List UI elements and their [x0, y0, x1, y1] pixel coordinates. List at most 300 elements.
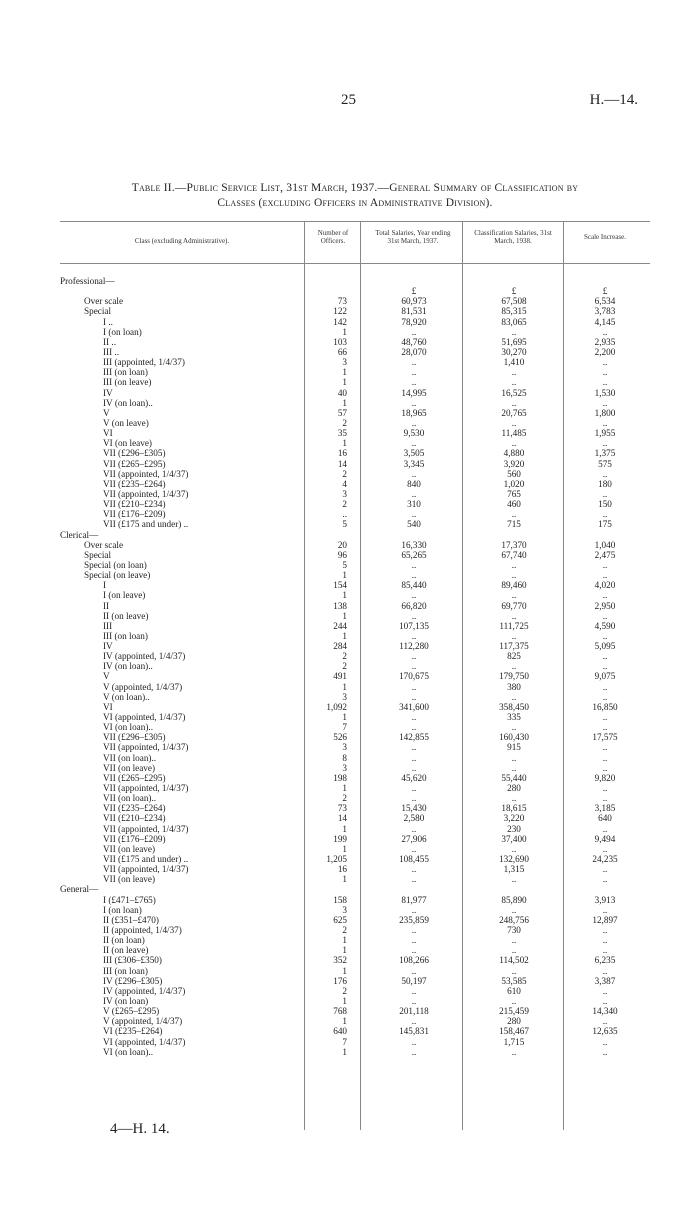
- total-salaries: 15,430: [401, 803, 427, 814]
- row-label: III (appointed, 1/4/37): [103, 357, 185, 368]
- officers-count: 2: [342, 793, 347, 804]
- total-salaries: ..: [411, 904, 417, 915]
- officers-count: 1: [342, 590, 347, 601]
- row-label: VI (appointed, 1/4/37): [103, 712, 186, 723]
- officers-count: 1,205: [326, 854, 347, 865]
- total-salaries: ..: [411, 691, 417, 702]
- total-salaries: 16,330: [401, 539, 427, 550]
- officers-count: 2: [342, 499, 347, 510]
- row-label: III (£306–£350): [103, 955, 162, 966]
- officers-count: 1: [342, 681, 347, 692]
- total-salaries: ..: [411, 722, 417, 733]
- classification-salaries: £: [511, 286, 517, 297]
- classification-salaries: 55,440: [501, 772, 527, 783]
- total-salaries: ..: [411, 742, 417, 753]
- scale-increase: 2,475: [594, 549, 616, 560]
- scale-increase: ..: [602, 843, 608, 854]
- total-salaries: ..: [411, 793, 417, 804]
- row-label: I (on loan): [103, 326, 142, 337]
- scale-increase: 1,530: [594, 387, 616, 398]
- total-salaries: ..: [411, 488, 417, 499]
- scale-increase: 4,020: [594, 580, 616, 591]
- total-salaries: ..: [411, 438, 417, 449]
- total-salaries: ..: [411, 630, 417, 641]
- officers-count: 640: [333, 1026, 347, 1037]
- table-row: [60, 854, 650, 864]
- table-row: [60, 438, 650, 448]
- officers-count: 491: [333, 671, 347, 682]
- table-row: [60, 844, 650, 854]
- row-label: IV (on loan)..: [103, 661, 153, 672]
- classification-salaries: ..: [511, 570, 517, 581]
- classification-salaries: 114,502: [499, 955, 529, 966]
- table-top-rule: [60, 221, 650, 222]
- total-salaries: ..: [411, 559, 417, 570]
- scale-increase: ..: [602, 377, 608, 388]
- header-bottom-rule: [60, 263, 650, 264]
- classification-salaries: 89,460: [501, 580, 527, 591]
- header-total-salaries: Total Salaries, Year ending 31st March, 1937.: [375, 229, 451, 245]
- page-reference: H.—14.: [589, 92, 638, 108]
- row-label: III (on loan): [103, 965, 148, 976]
- total-salaries: ..: [411, 377, 417, 388]
- scale-increase: 3,913: [594, 894, 616, 905]
- classification-salaries: ..: [511, 367, 517, 378]
- table-row: [60, 479, 650, 489]
- officers-count: 1: [342, 935, 347, 946]
- row-label: IV: [103, 641, 113, 652]
- table-row: [60, 388, 650, 398]
- classification-salaries: ..: [511, 377, 517, 388]
- table-row: [60, 499, 650, 509]
- row-label: VII (appointed, 1/4/37): [103, 783, 189, 794]
- row-label: I (on loan): [103, 904, 142, 915]
- classification-salaries: 765: [507, 488, 521, 499]
- total-salaries: ..: [411, 843, 417, 854]
- scale-increase: ..: [602, 570, 608, 581]
- total-salaries: 540: [407, 519, 421, 530]
- classification-salaries: 67,508: [501, 296, 527, 307]
- scale-increase: 4,590: [594, 620, 616, 631]
- table-row: [60, 621, 650, 631]
- scale-increase: 6,235: [594, 955, 616, 966]
- officers-count: 14: [337, 458, 347, 469]
- officers-count: 5: [342, 519, 347, 530]
- scale-increase: 150: [598, 499, 612, 510]
- scale-increase: 12,635: [592, 1026, 618, 1037]
- officers-count: 2: [342, 468, 347, 479]
- row-label: VII (£175 and under) ..: [103, 519, 189, 530]
- officers-count: 3: [342, 762, 347, 773]
- table-row: [60, 925, 650, 935]
- scale-increase: ..: [602, 326, 608, 337]
- table-row: [60, 428, 650, 438]
- officers-count: 1: [342, 712, 347, 723]
- row-label: V (on leave): [103, 417, 149, 428]
- classification-salaries: 4,880: [503, 448, 525, 459]
- total-salaries: ..: [411, 965, 417, 976]
- officers-count: 16: [337, 864, 347, 875]
- total-salaries: £: [411, 286, 417, 297]
- total-salaries: 201,118: [399, 1006, 429, 1017]
- scale-increase: 2,935: [594, 336, 616, 347]
- total-salaries: ..: [411, 935, 417, 946]
- classification-salaries: 51,695: [501, 336, 527, 347]
- total-salaries: ..: [411, 783, 417, 794]
- total-salaries: 28,070: [401, 346, 427, 357]
- row-label: IV (on loan)..: [103, 397, 153, 408]
- total-salaries: 78,920: [401, 316, 427, 327]
- officers-count: 2: [342, 417, 347, 428]
- officers-count: 1: [342, 1046, 347, 1057]
- total-salaries: ..: [411, 610, 417, 621]
- row-label: IV (appointed, 1/4/37): [103, 651, 186, 662]
- officers-count: 2: [342, 651, 347, 662]
- row-label: VI (£235–£264): [103, 1026, 163, 1037]
- classification-salaries: 83,065: [501, 316, 527, 327]
- total-salaries: ..: [411, 1036, 417, 1047]
- row-label: VII (£176–£209): [103, 509, 166, 520]
- row-label: VII (£296–£305): [103, 448, 166, 459]
- scale-increase: ..: [602, 1036, 608, 1047]
- officers-count: 40: [337, 387, 347, 398]
- classification-salaries: 1,020: [503, 478, 525, 489]
- classification-salaries: 215,459: [499, 1006, 529, 1017]
- row-label: Professional—: [60, 276, 115, 286]
- scale-increase: ..: [602, 691, 608, 702]
- total-salaries: ..: [411, 945, 417, 956]
- classification-salaries: ..: [511, 995, 517, 1006]
- scale-increase: ..: [602, 438, 608, 449]
- row-label: VI: [103, 428, 113, 439]
- scale-increase: ..: [602, 793, 608, 804]
- officers-count: 1: [342, 377, 347, 388]
- table-row: [60, 1026, 650, 1036]
- officers-count: 2: [342, 985, 347, 996]
- table-row: [60, 286, 650, 296]
- row-label: I (£471–£765): [103, 894, 156, 905]
- classification-salaries: 111,725: [499, 620, 529, 631]
- scale-increase: ..: [602, 590, 608, 601]
- classification-salaries: ..: [511, 793, 517, 804]
- total-salaries: ..: [411, 661, 417, 672]
- row-label: V (appointed, 1/4/37): [103, 681, 183, 692]
- total-salaries: ..: [411, 762, 417, 773]
- table-row: [60, 590, 650, 600]
- officers-count: 3: [342, 904, 347, 915]
- classification-salaries: 160,430: [499, 732, 529, 743]
- total-salaries: 840: [407, 478, 421, 489]
- total-salaries: ..: [411, 367, 417, 378]
- officers-count: 1: [342, 367, 347, 378]
- officers-count: 2: [342, 925, 347, 935]
- table-row: [60, 519, 650, 529]
- officers-count: 66: [337, 346, 347, 357]
- scale-increase: 6,534: [594, 296, 616, 307]
- table-row: [60, 976, 650, 986]
- officers-count: 1: [342, 1016, 347, 1027]
- classification-salaries: ..: [511, 590, 517, 601]
- row-label: VII (£235–£264): [103, 478, 166, 489]
- table-row: [60, 955, 650, 965]
- officers-count: 1: [342, 874, 347, 885]
- classification-salaries: 825: [507, 651, 521, 662]
- classification-salaries: ..: [511, 935, 517, 946]
- page-footer: 4—H. 14.: [110, 1121, 170, 1137]
- table-row: [60, 732, 650, 742]
- scale-increase: ..: [602, 357, 608, 368]
- officers-count: 284: [333, 641, 347, 652]
- total-salaries: ..: [411, 651, 417, 662]
- classification-salaries: ..: [511, 1046, 517, 1057]
- classification-salaries: 179,750: [499, 671, 529, 682]
- total-salaries: 27,906: [401, 833, 427, 844]
- table-row: [60, 874, 650, 884]
- row-label: III: [103, 620, 113, 631]
- officers-count: 20: [337, 539, 347, 550]
- classification-salaries: ..: [511, 397, 517, 408]
- scale-increase: ..: [602, 488, 608, 499]
- officers-count: 3: [342, 691, 347, 702]
- scale-increase: ..: [602, 1016, 608, 1027]
- table-row: [60, 905, 650, 915]
- scale-increase: ..: [602, 651, 608, 662]
- row-label: IV (£296–£305): [103, 975, 163, 986]
- total-salaries: ..: [411, 570, 417, 581]
- row-label: VII (£235–£264): [103, 803, 166, 814]
- officers-count: 1: [342, 843, 347, 854]
- classification-salaries: 85,890: [501, 894, 527, 905]
- row-label: VI (on leave): [103, 438, 152, 449]
- table-row: [60, 966, 650, 976]
- scale-increase: ..: [602, 610, 608, 621]
- classification-salaries: 280: [507, 783, 521, 794]
- total-salaries: ..: [411, 823, 417, 834]
- row-label: VII (£175 and under) ..: [103, 854, 189, 865]
- table-row: [60, 773, 650, 783]
- row-label: Clerical—: [60, 529, 99, 540]
- scale-increase: ..: [602, 904, 608, 915]
- table-body: [60, 276, 650, 1057]
- classification-salaries: ..: [511, 630, 517, 641]
- row-label: VI (on loan)..: [103, 722, 154, 733]
- total-salaries: ..: [411, 509, 417, 520]
- table-row: [60, 661, 650, 671]
- officers-count: 1: [342, 570, 347, 581]
- table-row: [60, 448, 650, 458]
- total-salaries: ..: [411, 417, 417, 428]
- total-salaries: ..: [411, 1016, 417, 1027]
- scale-increase: 180: [598, 478, 612, 489]
- scale-increase: ..: [602, 630, 608, 641]
- total-salaries: 108,455: [399, 854, 429, 865]
- total-salaries: ..: [411, 864, 417, 875]
- row-label: VII (£265–£295): [103, 458, 166, 469]
- classification-salaries: 560: [507, 468, 521, 479]
- scale-increase: ..: [602, 712, 608, 723]
- row-label: II (£351–£470): [103, 914, 159, 925]
- officers-count: 7: [342, 722, 347, 733]
- classification-salaries: 280: [507, 1016, 521, 1027]
- row-label: VII (on leave): [103, 874, 156, 885]
- scale-increase: 3,783: [594, 306, 616, 317]
- classification-salaries: 335: [507, 712, 521, 723]
- table-row: [60, 763, 650, 773]
- row-label: III (on leave): [103, 377, 152, 388]
- classification-salaries: 67,740: [501, 549, 527, 560]
- classification-salaries: 3,920: [503, 458, 525, 469]
- officers-count: ..: [342, 509, 347, 520]
- row-label: III ..: [103, 346, 120, 357]
- classification-salaries: 1,715: [503, 1036, 525, 1047]
- classification-salaries: ..: [511, 691, 517, 702]
- row-label: II ..: [103, 336, 117, 347]
- total-salaries: 66,820: [401, 600, 427, 611]
- total-salaries: 145,831: [399, 1026, 429, 1037]
- table-row: [60, 306, 650, 316]
- scale-increase: 2,950: [594, 600, 616, 611]
- scale-increase: ..: [602, 397, 608, 408]
- officers-count: 1: [342, 965, 347, 976]
- officers-count: 5: [342, 559, 347, 570]
- total-salaries: 9,530: [403, 428, 425, 439]
- scale-increase: 9,820: [594, 772, 616, 783]
- total-salaries: 48,760: [401, 336, 427, 347]
- scale-increase: 640: [598, 813, 612, 824]
- total-salaries: 341,600: [399, 701, 429, 712]
- scale-increase: £: [602, 286, 608, 297]
- row-label: IV (on loan): [103, 995, 149, 1006]
- scale-increase: 16,850: [592, 701, 618, 712]
- scale-increase: 14,340: [592, 1006, 618, 1017]
- row-label: VII (£176–£209): [103, 833, 166, 844]
- scale-increase: ..: [602, 742, 608, 753]
- table-row: [60, 459, 650, 469]
- officers-count: 1: [342, 945, 347, 956]
- header-class: Class (excluding Administrative).: [134, 237, 230, 245]
- table-row: [60, 489, 650, 499]
- row-label: VII (on loan)..: [103, 752, 157, 763]
- row-label: Over scale: [84, 539, 124, 550]
- table-row: [60, 783, 650, 793]
- table-row: [60, 671, 650, 681]
- table-row: [60, 1037, 650, 1047]
- scale-increase: 1,955: [594, 428, 616, 439]
- table-row: [60, 813, 650, 823]
- officers-count: 122: [333, 306, 347, 317]
- table-row: [60, 793, 650, 803]
- total-salaries: ..: [411, 397, 417, 408]
- row-label: VI (on loan)..: [103, 1046, 154, 1057]
- table-row: [60, 864, 650, 874]
- scale-increase: 1,040: [594, 539, 616, 550]
- table-row: [60, 884, 650, 894]
- officers-count: 16: [337, 448, 347, 459]
- table-row: [60, 611, 650, 621]
- officers-count: 3: [342, 742, 347, 753]
- table-title-line-1: Table II.—Public Service List, 31st March, 1937.—General Summary of Classification by: [131, 182, 579, 194]
- officers-count: 198: [333, 772, 347, 783]
- row-label: Over scale: [84, 296, 124, 307]
- scale-increase: ..: [602, 681, 608, 692]
- classification-salaries: ..: [511, 904, 517, 915]
- classification-salaries: ..: [511, 559, 517, 570]
- total-salaries: 45,620: [401, 772, 427, 783]
- classification-salaries: 715: [507, 519, 521, 530]
- row-label: III (on loan): [103, 367, 148, 378]
- row-label: II (on leave): [103, 610, 149, 621]
- row-label: II (on loan): [103, 935, 145, 946]
- classification-salaries: 85,315: [501, 306, 527, 317]
- total-salaries: 85,440: [401, 580, 427, 591]
- row-label: I: [103, 580, 107, 591]
- table-row: [60, 1016, 650, 1026]
- page-number: 25: [341, 92, 356, 108]
- table-row: [60, 570, 650, 580]
- classification-salaries: ..: [511, 661, 517, 672]
- officers-count: 526: [333, 732, 347, 743]
- table-row: [60, 742, 650, 752]
- scale-increase: ..: [602, 1046, 608, 1057]
- row-label: VII (£296–£305): [103, 732, 166, 743]
- classification-salaries: 69,770: [501, 600, 527, 611]
- classification-salaries: ..: [511, 843, 517, 854]
- officers-count: 158: [333, 894, 347, 905]
- classification-salaries: 230: [507, 823, 521, 834]
- scale-increase: ..: [602, 559, 608, 570]
- classification-salaries: ..: [511, 945, 517, 956]
- table-row: [60, 1047, 650, 1057]
- row-label: Special (on leave): [84, 570, 151, 581]
- table-row: [60, 560, 650, 570]
- table-row: [60, 550, 650, 560]
- classification-salaries: 18,615: [501, 803, 527, 814]
- classification-salaries: ..: [511, 326, 517, 337]
- scale-increase: ..: [602, 874, 608, 885]
- row-label: Special: [84, 306, 112, 317]
- row-label: II (on leave): [103, 945, 149, 956]
- classification-salaries: 358,450: [499, 701, 529, 712]
- total-salaries: 112,280: [399, 641, 429, 652]
- table-row: [60, 347, 650, 357]
- classification-salaries: ..: [511, 965, 517, 976]
- classification-salaries: 915: [507, 742, 521, 753]
- table-row: [60, 469, 650, 479]
- table-row: [60, 945, 650, 955]
- scale-increase: 5,095: [594, 641, 616, 652]
- total-salaries: ..: [411, 712, 417, 723]
- table-row: [60, 702, 650, 712]
- table-row: [60, 276, 650, 286]
- officers-count: 3: [342, 488, 347, 499]
- row-label: VII (appointed, 1/4/37): [103, 488, 189, 499]
- scale-increase: ..: [602, 417, 608, 428]
- table-row: [60, 824, 650, 834]
- officers-count: 768: [333, 1006, 347, 1017]
- scale-increase: 12,897: [592, 914, 618, 925]
- scale-increase: ..: [602, 367, 608, 378]
- total-salaries: 235,859: [399, 914, 429, 925]
- classification-salaries: ..: [511, 438, 517, 449]
- total-salaries: 81,531: [401, 306, 427, 317]
- total-salaries: ..: [411, 1046, 417, 1057]
- table-row: [60, 357, 650, 367]
- table-row: [60, 327, 650, 337]
- scale-increase: 175: [598, 519, 612, 530]
- scale-increase: ..: [602, 509, 608, 520]
- officers-count: 3: [342, 357, 347, 368]
- total-salaries: 65,265: [401, 549, 427, 560]
